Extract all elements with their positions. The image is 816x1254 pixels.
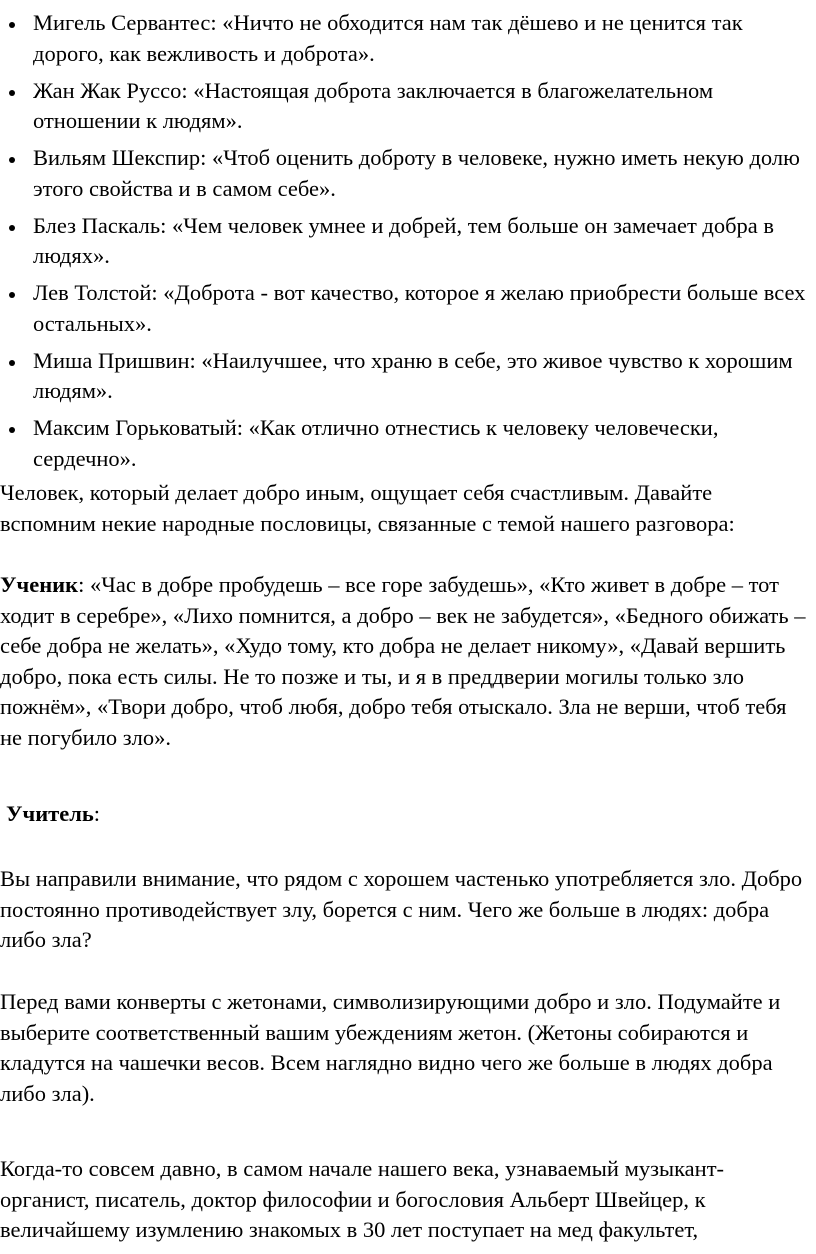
student-label: Ученик — [0, 572, 79, 597]
teacher-label: Учитель — [6, 801, 94, 826]
intro-paragraph: Человек, который делает добро иным, ощущает себя счастливым. Давайте вспомним некие народные пословицы, связанные с темой нашего разговора: — [0, 480, 735, 536]
student-paragraph — [0, 570, 812, 753]
quote-item: Миша Пришвин: «Наилучшее, что храню в себе, это живое чувство к хорошим людям». — [0, 346, 816, 407]
paragraph-3: Когда-то совсем давно, в самом начале нашего века, узнаваемый музыкант-органист, писатель, доктор философии и богословия Альберт Швейцер, к величайшему изумлению знакомых в 30 лет поступает на мед факультет, — [0, 1156, 725, 1242]
student-text: : «Час в добре пробудешь – все горе забудешь», «Кто живет в добре – тот ходит в серебре», «Лихо помнится, а добро – век не забудется», «Бедного обижать – себе добра не желать», «Худо тому, кто добра не делает никому», «Давай вершить добро, пока есть силы. Не то позже и ты, и я в преддверии могилы только зло пожнём», «Твори добро, чтоб любя, добро тебя отыскало. Зла не верши, чтоб тебя не погубило зло». — [0, 572, 806, 750]
teacher-suffix: : — [93, 801, 100, 826]
quotes-list — [0, 8, 816, 481]
paragraph-1: Вы направили внимание, что рядом с хорошем частенько употребляется зло. Добро постоянно противодействует злу, борется с ним. Чего же больше в людях: добра либо зла? — [0, 866, 803, 952]
quote-item: Вильям Шекспир: «Чтоб оценить доброту в человеке, нужно иметь некую долю этого свойства и в самом себе». — [0, 143, 816, 204]
quote-item: Блез Паскаль: «Чем человек умнее и добрей, тем больше он замечает добра в людях». — [0, 211, 816, 272]
quote-item: Мигель Сервантес: «Ничто не обходится нам так дёшево и не ценится так дорого, как вежливость и доброта». — [0, 8, 816, 69]
quote-item: Максим Горьковатый: «Как отлично отнестись к человеку человечески, сердечно». — [0, 413, 816, 474]
quote-item: Лев Толстой: «Доброта - вот качество, которое я желаю приобрести больше всех остальных». — [0, 278, 816, 339]
paragraph-2: Перед вами конверты с жетонами, символизирующими добро и зло. Подумайте и выберите соответственный вашим убеждениям жетон. (Жетоны собираются и кладутся на чашечки весов. Всем наглядно видно чего же больше в людях добра либо зла). — [0, 989, 781, 1106]
teacher-heading — [0, 799, 816, 830]
quote-item: Жан Жак Руссо: «Настоящая доброта заключается в благожелательном отношении к людям». — [0, 76, 816, 137]
